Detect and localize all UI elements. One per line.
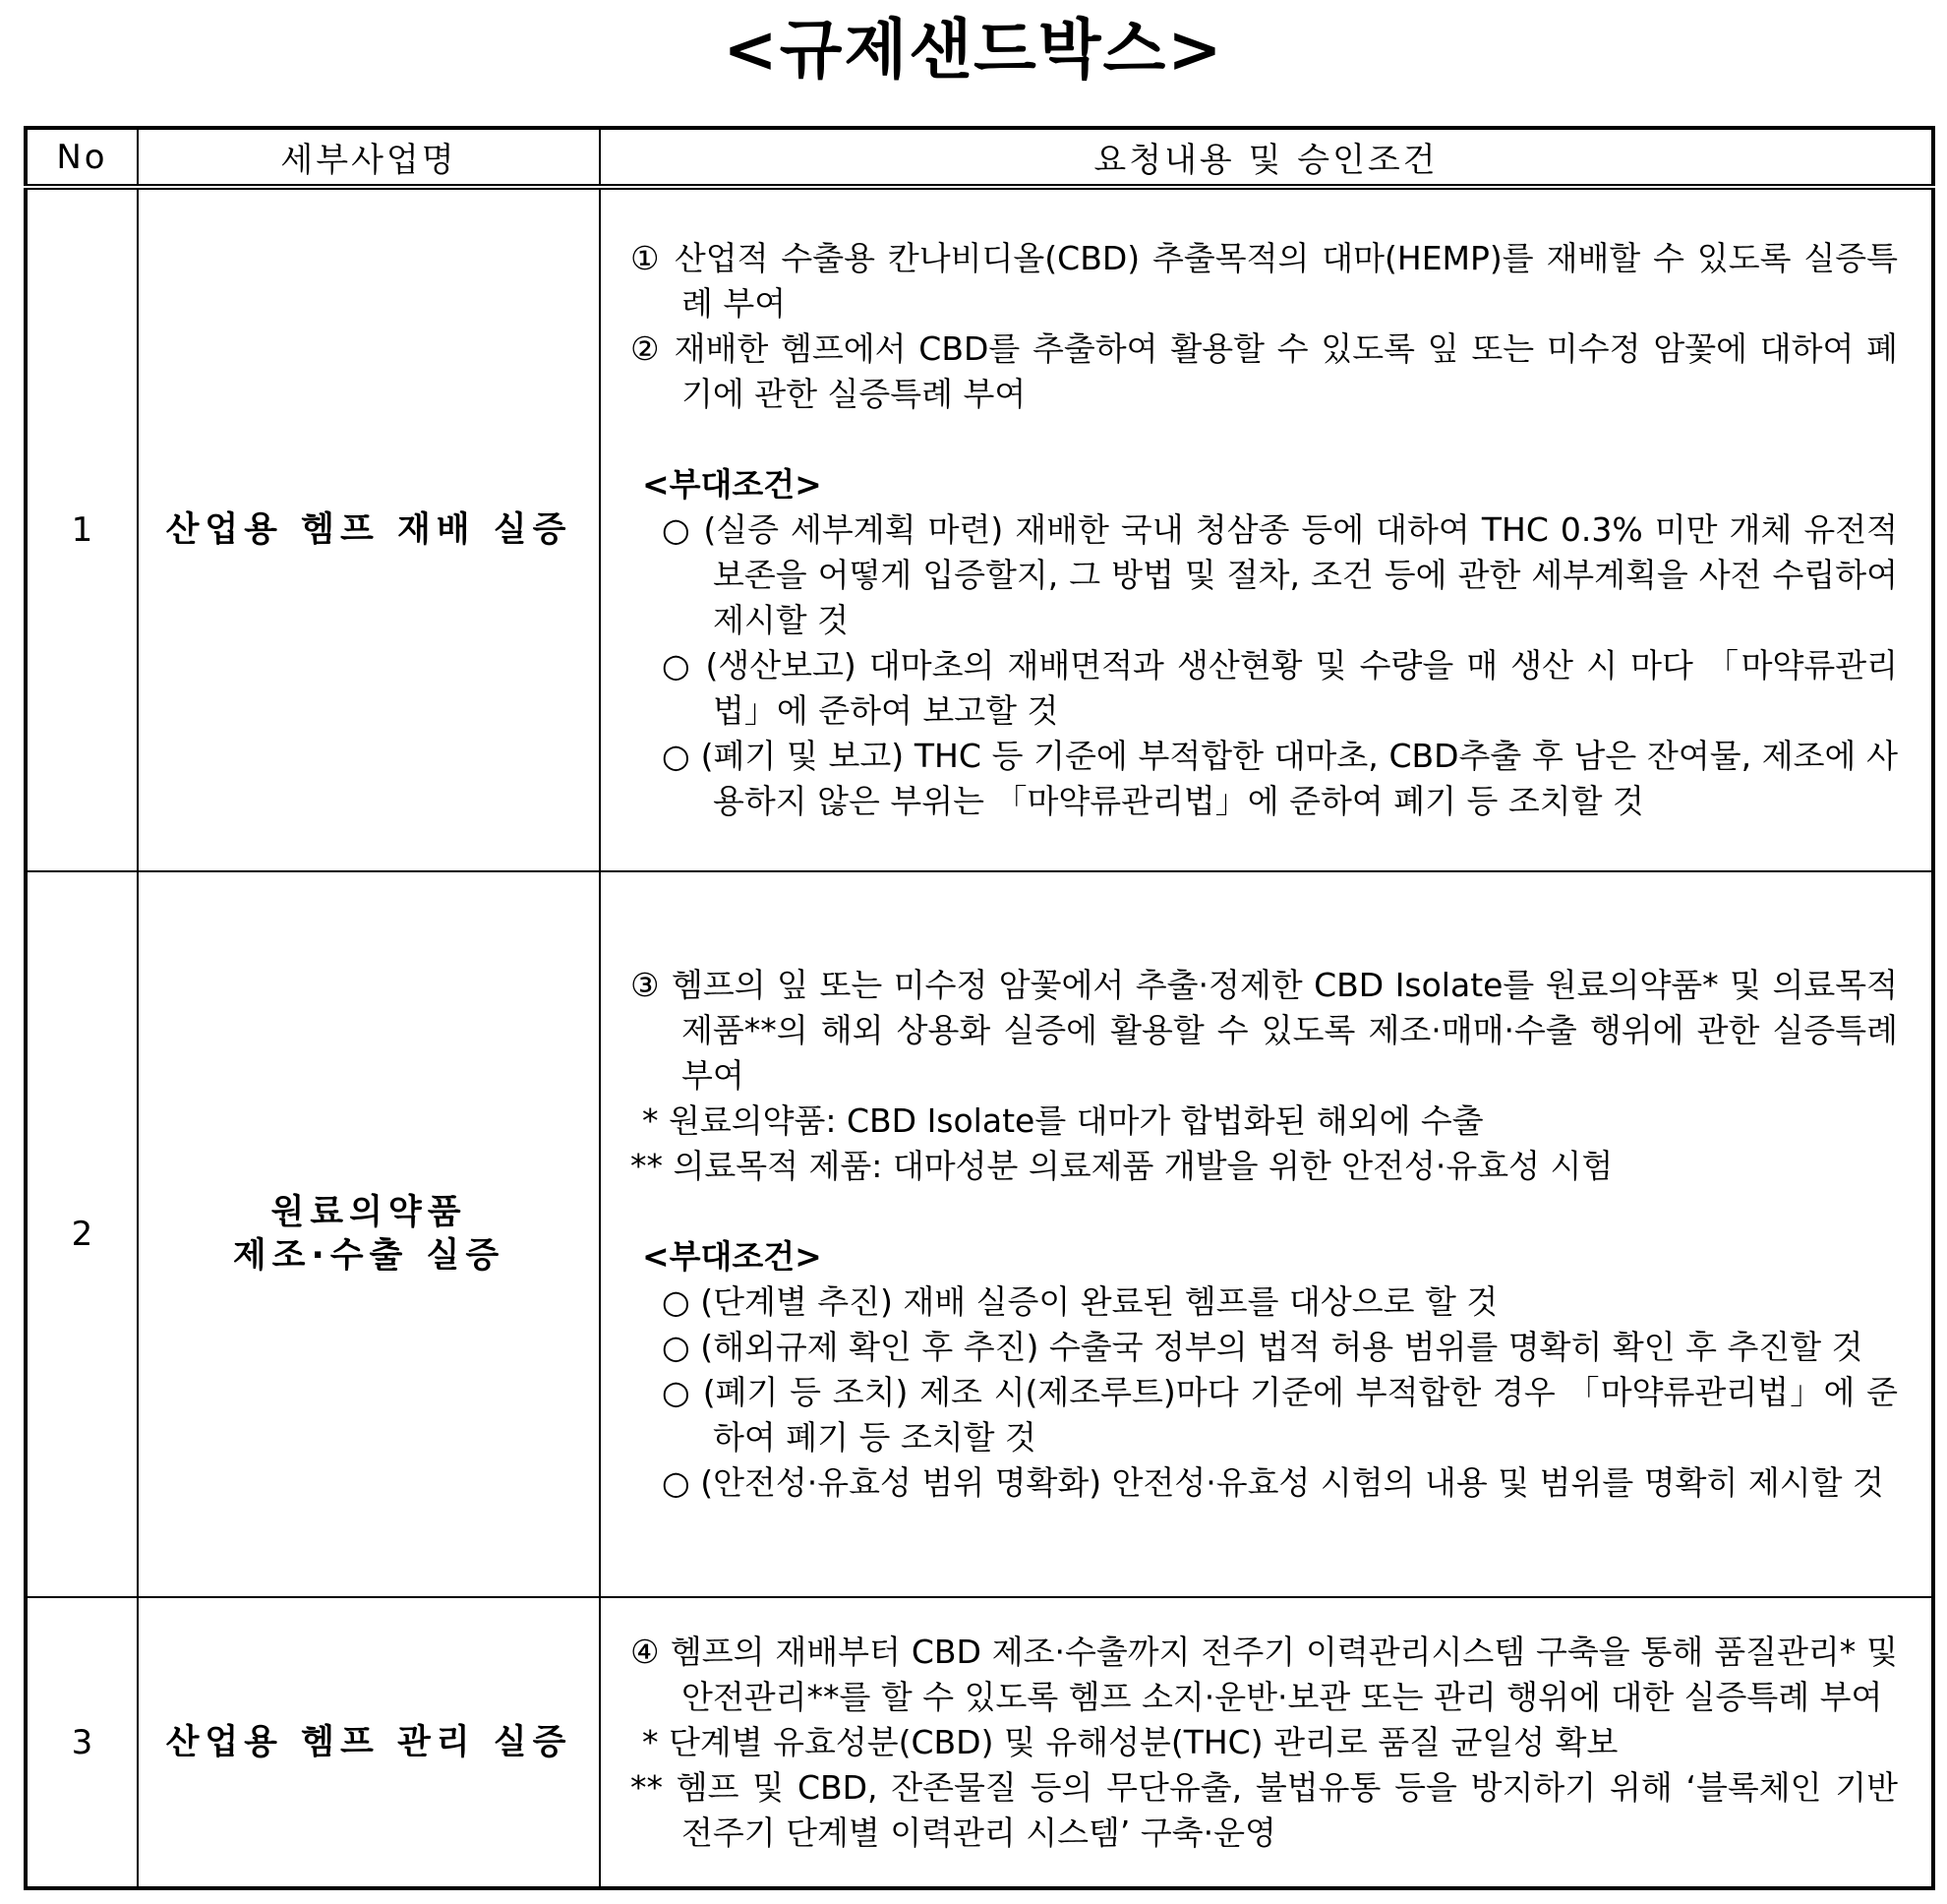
project-name-line: 제조·수출 실증 — [232, 1236, 505, 1276]
header-project-name: 세부사업명 — [138, 128, 600, 187]
condition-heading: <부대조건> — [642, 1237, 822, 1276]
footnote: ** 헴프 및 CBD, 잔존물질 등의 무단유출, 불법유통 등을 방지하기 위해 ‘블록체인 기반 전주기 단계별 이력관리 시스템’ 구축·운영 — [630, 1767, 1898, 1852]
header-no: No — [26, 128, 138, 187]
row-number: 3 — [26, 1597, 138, 1888]
condition-item: ○ (폐기 및 보고) THC 등 기준에 부적합한 대마초, CBD추출 후 남은 잔여물, 제조에 사용하지 않은 부위는 「마약류관리법」에 준하여 폐기 등 조치할 것 — [662, 737, 1898, 820]
project-name — [138, 1597, 600, 1888]
condition-item: ○ (단계별 추진) 재배 실증이 완료된 헴프를 대상으로 할 것 — [662, 1282, 1499, 1321]
project-name — [138, 187, 600, 871]
project-name-line: 산업용 헴프 재배 실증 — [165, 510, 572, 550]
request-item: ① 산업적 수출용 칸나비디올(CBD) 추출목적의 대마(HEMP)를 재배할 수 있도록 실증특례 부여 — [630, 239, 1898, 323]
project-name-line: 산업용 헴프 관리 실증 — [165, 1722, 572, 1762]
project-name — [138, 871, 600, 1597]
request-item: ④ 헴프의 재배부터 CBD 제조·수출까지 전주기 이력관리시스템 구축을 통해 품질관리* 및 안전관리**를 할 수 있도록 헴프 소지·운반·보관 또는 관리 행위에 대한 실증특례 부여 — [630, 1632, 1898, 1716]
condition-item: ○ (생산보고) 대마초의 재배면적과 생산현황 및 수량을 매 생산 시 마다 「마약류관리법」에 준하여 보고할 것 — [662, 646, 1898, 730]
footnote: * 원료의약품: CBD Isolate를 대마가 합법화된 해외에 수출 — [642, 1101, 1484, 1140]
row-number: 2 — [26, 871, 138, 1597]
condition-heading: <부대조건> — [642, 465, 822, 504]
table-header-row — [26, 128, 1933, 187]
condition-item: ○ (해외규제 확인 후 추진) 수출국 정부의 법적 허용 범위를 명확히 확인 후 추진할 것 — [662, 1328, 1863, 1366]
request-content — [600, 187, 1933, 871]
page-title: <규제샌드박스> — [723, 11, 1224, 88]
table-row — [26, 871, 1933, 1597]
footnote: ** 의료목적 제품: 대마성분 의료제품 개발을 위한 안전성·유효성 시험 — [630, 1147, 1614, 1185]
sandbox-table — [24, 126, 1935, 1890]
project-name-line: 원료의약품 — [270, 1193, 467, 1232]
row-number: 1 — [26, 187, 138, 871]
request-content — [600, 1597, 1933, 1888]
condition-item: ○ (안전성·유효성 범위 명확화) 안전성·유효성 시험의 내용 및 범위를 명확히 제시할 것 — [662, 1463, 1884, 1502]
table-row — [26, 187, 1933, 871]
condition-item: ○ (폐기 등 조치) 제조 시(제조루트)마다 기준에 부적합한 경우 「마약류관리법」에 준하여 폐기 등 조치할 것 — [662, 1373, 1898, 1457]
table-row — [26, 1597, 1933, 1888]
header-request-content: 요청내용 및 승인조건 — [600, 128, 1933, 187]
condition-item: ○ (실증 세부계획 마련) 재배한 국내 청삼종 등에 대하여 THC 0.3% 미만 개체 유전적 보존을 어떻게 입증할지, 그 방법 및 절차, 조건 등에 관한 세부계획을 사전 수립하여 제시할 것 — [662, 510, 1898, 639]
request-content — [600, 871, 1933, 1597]
request-item: ② 재배한 헴프에서 CBD를 추출하여 활용할 수 있도록 잎 또는 미수정 암꽃에 대하여 폐기에 관한 실증특례 부여 — [630, 329, 1898, 413]
footnote: * 단계별 유효성분(CBD) 및 유해성분(THC) 관리로 품질 균일성 확보 — [642, 1722, 1619, 1761]
request-item: ③ 헴프의 잎 또는 미수정 암꽃에서 추출·정제한 CBD Isolate를 원료의약품* 및 의료목적 제품**의 해외 상용화 실증에 활용할 수 있도록 제조·매매·수출 행위에 관한 실증특례 부여 — [630, 966, 1898, 1095]
